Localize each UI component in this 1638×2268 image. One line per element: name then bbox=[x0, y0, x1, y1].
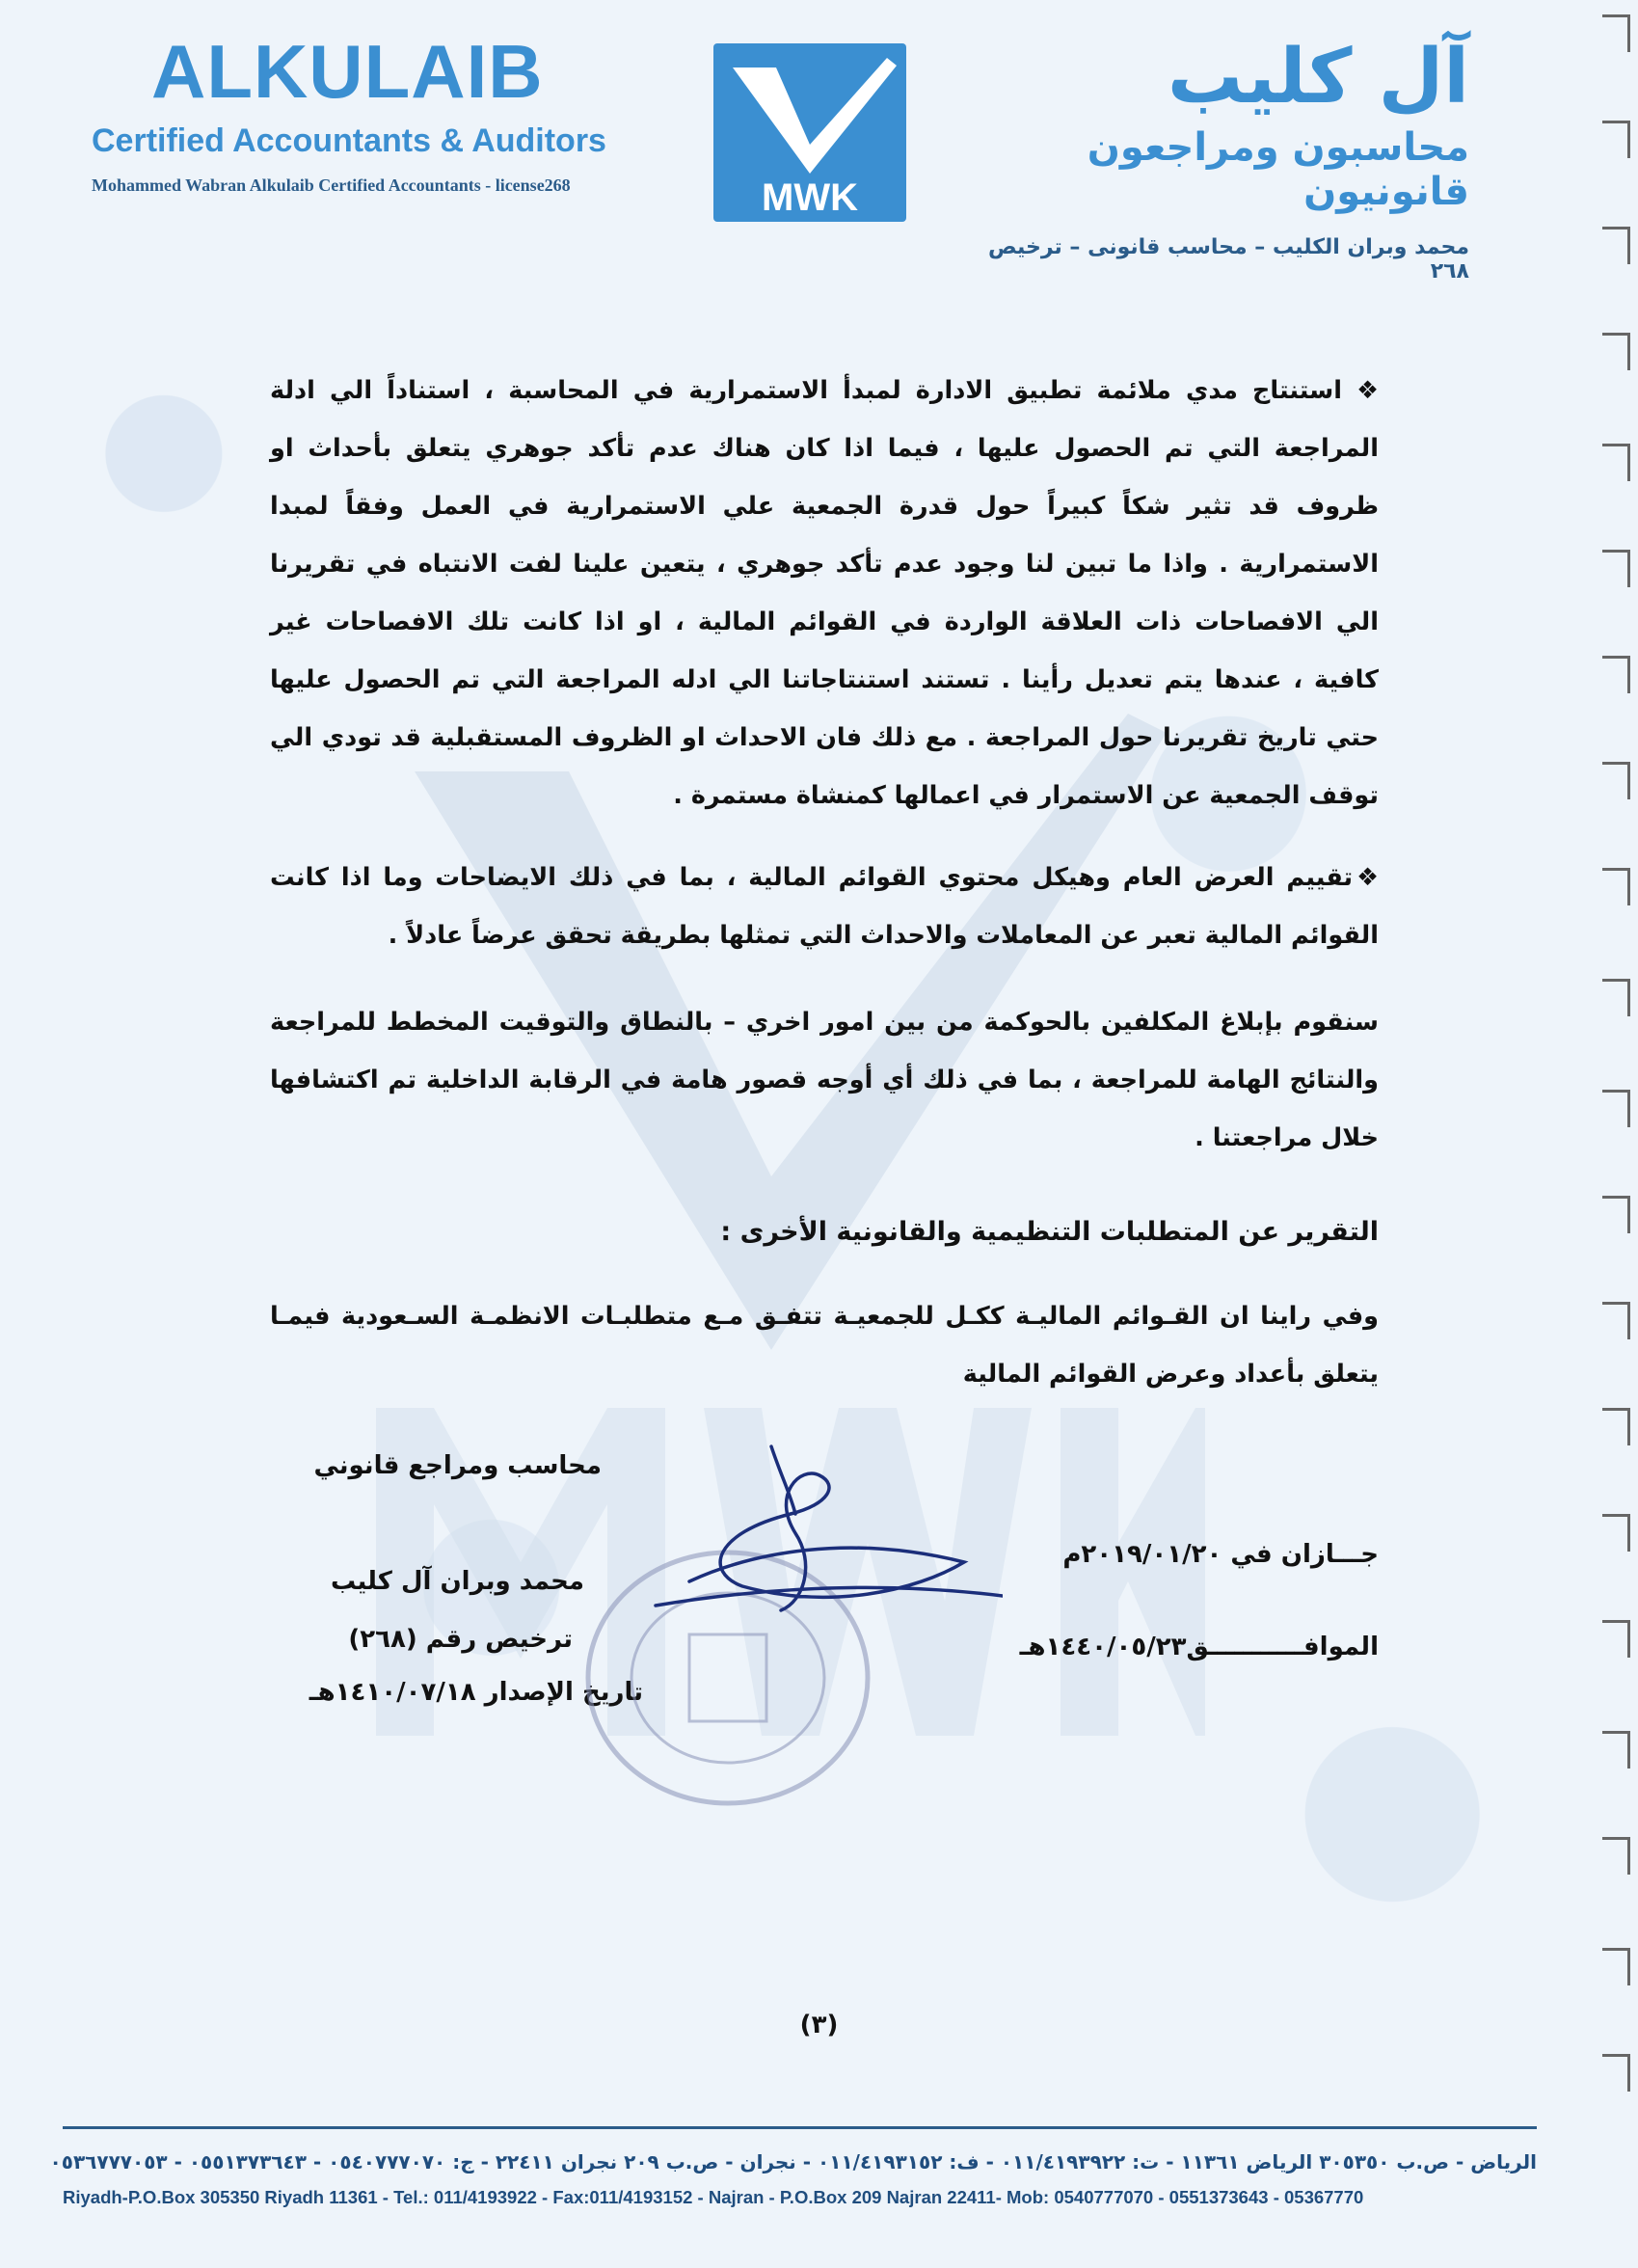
brand-name-ar: آل كليب bbox=[1167, 34, 1469, 121]
footer-address-en: Riyadh-P.O.Box 305350 Riyadh 11361 - Tel.: 011/4193922 - Fax:011/4193152 - Najran - P.O.Box 209 Najran 22411- Mob: 0540777070 - 0551373643 - 05367770 bbox=[63, 2187, 1364, 2207]
header-arabic bbox=[949, 34, 1469, 284]
paragraph-governance: سنقوم بإبلاغ المكلفين بالحوكمة من بين امور اخري – بالنطاق والتوقيت المخطط للمراجعة والنتائج الهامة للمراجعة ، بما في ذلك أي أوجه قصور هامة في الرقابة الداخلية تم اكتشافها خلال مراجعتنا . bbox=[270, 1008, 1379, 1152]
binding-marks bbox=[1601, 0, 1630, 2268]
hijri-date: الموافـــــــــــق١٤٤٠/٠٥/٢٣هـ bbox=[1019, 1633, 1379, 1661]
signatory-issue-date: تاريخ الإصدار ١٤١٠/٠٧/١٨هـ bbox=[309, 1678, 643, 1707]
signatory-title: محاسب ومراجع قانوني bbox=[313, 1451, 602, 1480]
brand-name-en: ALKULAIB bbox=[151, 29, 544, 114]
tagline-ar: محاسبون ومراجعون قانونيون bbox=[1087, 124, 1469, 214]
license-ar: محمد وبران الكليب – محاسب قانونى – ترخيص ٢٦٨ bbox=[987, 234, 1469, 284]
signatory-license: ترخيص رقم (٢٦٨) bbox=[348, 1625, 573, 1654]
tagline-en: Certified Accountants & Auditors bbox=[92, 122, 606, 159]
mwk-logo bbox=[709, 39, 911, 227]
paragraph-presentation: ❖تقييم العرض العام وهيكل محتوي القوائم المالية ، بما في ذلك الايضاحات وما اذا كانت القوائم المالية تعبر عن المعاملات والاحداث التي تمثلها بطريقة تحقق عرضاً عادلاً . bbox=[270, 863, 1379, 950]
paragraph-regulatory: وفي راينا ان القـوائم الماليـة ككـل للجمعيـة تتفـق مـع متطلبـات الانظمـة السـعودية فيمـا يتعلق بأعداد وعرض القوائم المالية bbox=[270, 1302, 1379, 1389]
section-heading: التقرير عن المتطلبات التنظيمية والقانونية الأخرى : bbox=[720, 1217, 1379, 1247]
paragraph-going-concern: ❖ استنتاج مدي ملائمة تطبيق الادارة لمبدأ الاستمرارية في المحاسبة ، استناداً الي ادلة المراجعة التي تم الحصول عليها ، فيما اذا كان هناك عدم تأكد جوهري يتعلق بأحداث او ظروف قد تثير شكاً كبيراً حول قدرة الجمعية علي الاستمرارية في العمل وفقاً لمبدا الاستمرارية . واذا ما تبين لنا وجود عدم تأكد جوهري ، يتعين علينا لفت الانتباه في تقريرنا الي الافصاحات ذات العلاقة الواردة في القوائم المالية ، او اذا كانت تلك الافصاحات غير كافية ، عندها يتم تعديل رأينا . تستند استنتاجاتنا الي ادله المراجعة التي تم الحصول عليها حتي تاريخ تقريرنا حول المراجعة . مع ذلك فان الاحداث او الظروف المستقبلية قد تودي الي توقف الجمعية عن الاستمرار في اعمالها كمنشاة مستمرة . bbox=[270, 376, 1379, 810]
header-english bbox=[92, 29, 651, 196]
license-en: Mohammed Wabran Alkulaib Certified Accountants - license268 bbox=[92, 176, 571, 195]
place-date: جـــازان في ٢٠١٩/٠١/٢٠م bbox=[1062, 1540, 1379, 1569]
footer-divider bbox=[63, 2126, 1537, 2129]
handwritten-signature bbox=[598, 1418, 1003, 1639]
logo-text: MWK bbox=[762, 176, 858, 219]
footer-address-ar: الرياض - ص.ب ٣٠٥٣٥٠ الرياض ١١٣٦١ - ت: ٠١١/٤١٩٣٩٢٢ - ف: ٠١١/٤١٩٣١٥٢ - نجران - ص.ب ٢٠٩ نجران ٢٢٤١١ - ج: ٠٥٤٠٧٧٧٠٧٠ - ٠٥٥١٣٧٣٦٤٣ - ٠٥٣٦٧٧٧٠٥٣ bbox=[49, 2150, 1537, 2174]
signatory-name: محمد وبران آل كليب bbox=[331, 1567, 584, 1596]
page-number: (٣) bbox=[799, 2011, 839, 2039]
